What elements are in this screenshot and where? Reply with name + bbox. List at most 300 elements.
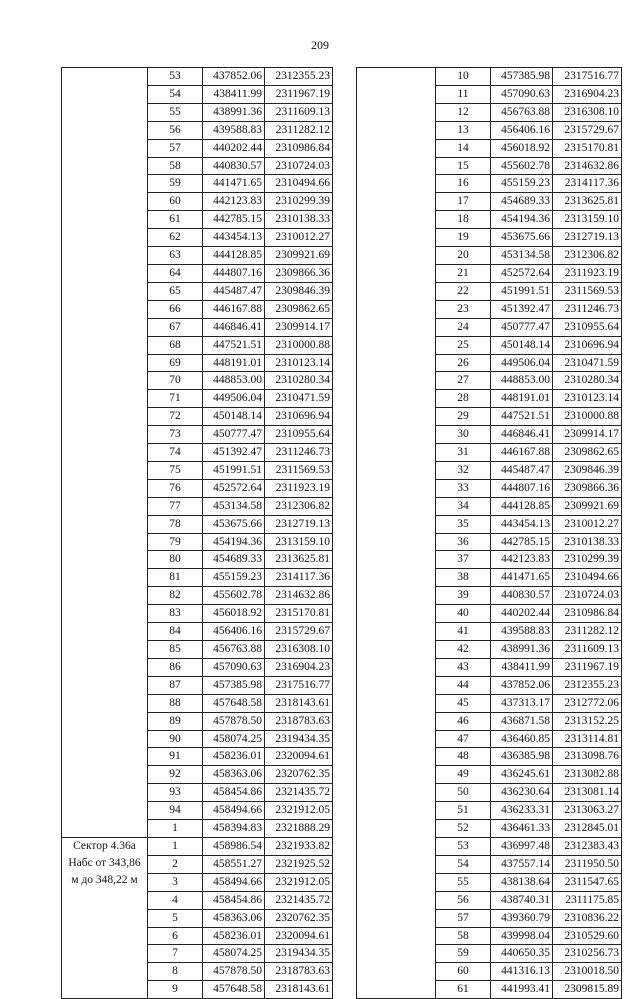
coordinate-y: 2313152.25: [553, 712, 622, 730]
point-number: 45: [436, 694, 491, 712]
point-number: 71: [148, 390, 203, 408]
coordinate-y: 2314117.36: [265, 569, 333, 587]
point-number: 90: [148, 730, 203, 748]
coordinate-x: 453134.58: [203, 497, 265, 515]
coordinate-x: 444807.16: [203, 264, 265, 282]
point-number: 24: [436, 318, 491, 336]
point-number: 54: [436, 855, 491, 873]
point-number: 51: [436, 802, 491, 820]
coordinate-x: 448853.00: [491, 372, 553, 390]
coordinate-y: 2310299.39: [265, 193, 333, 211]
point-number: 60: [436, 963, 491, 981]
point-number: 93: [148, 784, 203, 802]
coordinate-x: 458074.25: [203, 945, 265, 963]
coordinate-x: 458494.66: [203, 873, 265, 891]
point-number: 38: [436, 569, 491, 587]
coordinate-y: 2312306.82: [265, 497, 333, 515]
coordinate-y: 2316904.23: [553, 85, 622, 103]
coordinate-x: 454194.36: [203, 533, 265, 551]
point-number: 40: [436, 605, 491, 623]
coordinate-x: 440202.44: [491, 605, 553, 623]
coordinate-x: 437852.06: [203, 68, 265, 86]
coordinate-y: 2310123.14: [265, 354, 333, 372]
point-number: 23: [436, 300, 491, 318]
coordinate-x: 458551.27: [203, 855, 265, 873]
coordinate-x: 439588.83: [203, 121, 265, 139]
coordinate-y: 2310986.84: [265, 139, 333, 157]
point-number: 74: [148, 444, 203, 462]
coordinate-y: 2319434.35: [265, 730, 333, 748]
coordinate-y: 2313098.76: [553, 748, 622, 766]
coordinate-y: 2309846.39: [265, 282, 333, 300]
coordinate-x: 456018.92: [491, 139, 553, 157]
point-number: 1: [148, 837, 203, 855]
coordinate-y: 2310494.66: [265, 175, 333, 193]
point-number: 2: [148, 855, 203, 873]
coordinate-y: 2318783.63: [265, 712, 333, 730]
coordinate-y: 2310471.59: [553, 354, 622, 372]
coordinate-y: 2318143.61: [265, 981, 333, 999]
point-number: 82: [148, 587, 203, 605]
sector-cell: [62, 68, 148, 838]
point-number: 89: [148, 712, 203, 730]
coordinate-y: 2314632.86: [265, 587, 333, 605]
coordinate-y: 2318143.61: [265, 694, 333, 712]
point-number: 32: [436, 461, 491, 479]
coordinate-y: 2315729.67: [553, 121, 622, 139]
coordinate-x: 436997.48: [491, 837, 553, 855]
coordinate-x: 457878.50: [203, 712, 265, 730]
coordinate-x: 441316.13: [491, 963, 553, 981]
coordinate-x: 450777.47: [491, 318, 553, 336]
coordinate-y: 2321912.05: [265, 873, 333, 891]
coordinate-y: 2311967.19: [553, 658, 622, 676]
coordinate-x: 446846.41: [491, 426, 553, 444]
coordinate-x: 455159.23: [203, 569, 265, 587]
coordinate-x: 440830.57: [491, 587, 553, 605]
coordinate-x: 442785.15: [203, 211, 265, 229]
coordinate-x: 449506.04: [203, 390, 265, 408]
coordinate-y: 2313114.81: [553, 730, 622, 748]
coordinate-x: 458454.86: [203, 891, 265, 909]
coordinate-x: 440202.44: [203, 139, 265, 157]
coordinate-y: 2313063.27: [553, 802, 622, 820]
table-row: [62, 68, 333, 86]
coordinate-y: 2317516.77: [265, 676, 333, 694]
coordinate-y: 2310280.34: [265, 372, 333, 390]
point-number: 30: [436, 426, 491, 444]
coordinate-x: 456406.16: [491, 121, 553, 139]
coordinate-y: 2310696.94: [553, 336, 622, 354]
coordinate-x: 448853.00: [203, 372, 265, 390]
coordinate-y: 2309914.17: [553, 426, 622, 444]
coordinate-y: 2310000.88: [553, 408, 622, 426]
coordinate-y: 2310836.22: [553, 909, 622, 927]
coordinate-y: 2313159.10: [265, 533, 333, 551]
point-number: 77: [148, 497, 203, 515]
coordinate-y: 2311950.50: [553, 855, 622, 873]
coordinate-x: 457385.98: [203, 676, 265, 694]
coordinate-x: 445487.47: [203, 282, 265, 300]
point-number: 86: [148, 658, 203, 676]
coordinate-x: 436461.33: [491, 820, 553, 838]
coordinate-y: 2311569.53: [265, 461, 333, 479]
point-number: 84: [148, 623, 203, 641]
point-number: 39: [436, 587, 491, 605]
coordinate-x: 448191.01: [203, 354, 265, 372]
coordinate-y: 2314632.86: [553, 157, 622, 175]
coordinate-x: 443454.13: [203, 229, 265, 247]
coordinate-x: 455602.78: [203, 587, 265, 605]
point-number: 14: [436, 139, 491, 157]
point-number: 78: [148, 515, 203, 533]
point-number: 52: [436, 820, 491, 838]
coordinate-x: 436230.64: [491, 784, 553, 802]
coordinates-table-right: [356, 67, 622, 999]
coordinate-x: 436871.58: [491, 712, 553, 730]
point-number: 58: [148, 157, 203, 175]
point-number: 59: [148, 175, 203, 193]
coordinate-x: 457385.98: [491, 68, 553, 86]
coordinate-x: 451392.47: [203, 444, 265, 462]
coordinate-x: 436245.61: [491, 766, 553, 784]
coordinate-x: 458454.86: [203, 784, 265, 802]
coordinate-y: 2320094.61: [265, 748, 333, 766]
coordinate-y: 2309914.17: [265, 318, 333, 336]
point-number: 64: [148, 264, 203, 282]
coordinate-x: 452572.64: [491, 264, 553, 282]
coordinate-y: 2313082.88: [553, 766, 622, 784]
point-number: 34: [436, 497, 491, 515]
point-number: 91: [148, 748, 203, 766]
coordinate-y: 2317516.77: [553, 68, 622, 86]
coordinate-x: 438740.31: [491, 891, 553, 909]
coordinate-x: 442123.83: [203, 193, 265, 211]
coordinate-y: 2310018.50: [553, 963, 622, 981]
coordinate-y: 2315729.67: [265, 623, 333, 641]
coordinate-y: 2309862.65: [265, 300, 333, 318]
coordinate-y: 2320762.35: [265, 766, 333, 784]
coordinate-x: 455159.23: [491, 175, 553, 193]
point-number: 21: [436, 264, 491, 282]
coordinate-y: 2316904.23: [265, 658, 333, 676]
coordinate-y: 2313625.81: [553, 193, 622, 211]
coordinate-y: 2309866.36: [553, 479, 622, 497]
point-number: 33: [436, 479, 491, 497]
coordinate-x: 439360.79: [491, 909, 553, 927]
point-number: 56: [436, 891, 491, 909]
coordinate-y: 2310529.60: [553, 927, 622, 945]
coordinate-x: 441471.65: [491, 569, 553, 587]
coordinate-x: 437313.17: [491, 694, 553, 712]
coordinate-y: 2313625.81: [265, 551, 333, 569]
coordinate-y: 2311967.19: [265, 85, 333, 103]
coordinate-y: 2316308.10: [265, 641, 333, 659]
point-number: 37: [436, 551, 491, 569]
coordinate-y: 2310012.27: [553, 515, 622, 533]
coordinate-y: 2314117.36: [553, 175, 622, 193]
point-number: 58: [436, 927, 491, 945]
coordinate-x: 452572.64: [203, 479, 265, 497]
point-number: 20: [436, 247, 491, 265]
coordinate-x: 456763.88: [203, 641, 265, 659]
coordinate-y: 2310138.33: [553, 533, 622, 551]
point-number: 36: [436, 533, 491, 551]
coordinate-y: 2311246.73: [553, 300, 622, 318]
point-number: 53: [148, 68, 203, 86]
coordinate-y: 2313081.14: [553, 784, 622, 802]
coordinate-x: 438991.36: [203, 103, 265, 121]
coordinate-y: 2321925.52: [265, 855, 333, 873]
coordinate-y: 2315170.81: [553, 139, 622, 157]
coordinate-x: 440650.35: [491, 945, 553, 963]
coordinate-y: 2309815.89: [553, 981, 622, 999]
coordinate-x: 446167.88: [491, 444, 553, 462]
point-number: 76: [148, 479, 203, 497]
point-number: 55: [148, 103, 203, 121]
coordinate-x: 445487.47: [491, 461, 553, 479]
coordinate-x: 438411.99: [491, 658, 553, 676]
coordinate-x: 439998.04: [491, 927, 553, 945]
coordinate-x: 441471.65: [203, 175, 265, 193]
point-number: 13: [436, 121, 491, 139]
coordinate-x: 448191.01: [491, 390, 553, 408]
point-number: 49: [436, 766, 491, 784]
coordinate-x: 458363.06: [203, 766, 265, 784]
coordinate-x: 458394.83: [203, 820, 265, 838]
coordinate-y: 2312355.23: [553, 676, 622, 694]
coordinate-y: 2311609.13: [265, 103, 333, 121]
coordinate-x: 438411.99: [203, 85, 265, 103]
coordinate-x: 437557.14: [491, 855, 553, 873]
table-row: [357, 68, 622, 86]
coordinate-y: 2310123.14: [553, 390, 622, 408]
coordinate-x: 438138.64: [491, 873, 553, 891]
coordinate-y: 2309921.69: [265, 247, 333, 265]
point-number: 28: [436, 390, 491, 408]
point-number: 41: [436, 623, 491, 641]
coordinate-x: 444128.85: [491, 497, 553, 515]
coordinate-x: 458363.06: [203, 909, 265, 927]
coordinate-x: 457090.63: [203, 658, 265, 676]
coordinate-y: 2311282.12: [265, 121, 333, 139]
coordinate-x: 457648.58: [203, 694, 265, 712]
coordinate-y: 2312845.01: [553, 820, 622, 838]
coordinate-x: 439588.83: [491, 623, 553, 641]
coordinate-x: 443454.13: [491, 515, 553, 533]
point-number: 27: [436, 372, 491, 390]
coordinate-x: 437852.06: [491, 676, 553, 694]
coordinate-y: 2312355.23: [265, 68, 333, 86]
point-number: 16: [436, 175, 491, 193]
point-number: 9: [148, 981, 203, 999]
coordinate-y: 2321435.72: [265, 784, 333, 802]
coordinate-y: 2312719.13: [265, 515, 333, 533]
point-number: 59: [436, 945, 491, 963]
point-number: 17: [436, 193, 491, 211]
coordinate-x: 455602.78: [491, 157, 553, 175]
coordinate-x: 444128.85: [203, 247, 265, 265]
coordinate-y: 2319434.35: [265, 945, 333, 963]
point-number: 57: [436, 909, 491, 927]
point-number: 43: [436, 658, 491, 676]
coordinates-table-left: [61, 67, 333, 999]
point-number: 42: [436, 641, 491, 659]
coordinate-y: 2313159.10: [553, 211, 622, 229]
coordinate-y: 2310724.03: [265, 157, 333, 175]
point-number: 69: [148, 354, 203, 372]
sector-label: Сектор 4.36а Набс от 343,86 м до 348,22 м: [62, 837, 148, 998]
coordinate-y: 2318783.63: [265, 963, 333, 981]
point-number: 50: [436, 784, 491, 802]
point-number: 5: [148, 909, 203, 927]
coordinate-x: 458236.01: [203, 748, 265, 766]
coordinate-x: 451991.51: [203, 461, 265, 479]
coordinate-y: 2315170.81: [265, 605, 333, 623]
point-number: 61: [436, 981, 491, 999]
point-number: 19: [436, 229, 491, 247]
point-number: 46: [436, 712, 491, 730]
coordinate-x: 457648.58: [203, 981, 265, 999]
point-number: 83: [148, 605, 203, 623]
point-number: 87: [148, 676, 203, 694]
point-number: 7: [148, 945, 203, 963]
coordinate-x: 453134.58: [491, 247, 553, 265]
point-number: 31: [436, 444, 491, 462]
point-number: 81: [148, 569, 203, 587]
coordinate-y: 2312306.82: [553, 247, 622, 265]
point-number: 94: [148, 802, 203, 820]
coordinate-y: 2320762.35: [265, 909, 333, 927]
coordinate-y: 2321912.05: [265, 802, 333, 820]
coordinate-y: 2310012.27: [265, 229, 333, 247]
coordinate-y: 2311175.85: [553, 891, 622, 909]
point-number: 47: [436, 730, 491, 748]
point-number: 63: [148, 247, 203, 265]
coordinate-y: 2311547.65: [553, 873, 622, 891]
point-number: 66: [148, 300, 203, 318]
coordinate-x: 440830.57: [203, 157, 265, 175]
point-number: 8: [148, 963, 203, 981]
point-number: 26: [436, 354, 491, 372]
point-number: 85: [148, 641, 203, 659]
point-number: 22: [436, 282, 491, 300]
point-number: 25: [436, 336, 491, 354]
coordinate-x: 446846.41: [203, 318, 265, 336]
coordinate-y: 2312383.43: [553, 837, 622, 855]
point-number: 44: [436, 676, 491, 694]
point-number: 35: [436, 515, 491, 533]
point-number: 73: [148, 426, 203, 444]
coordinate-x: 444807.16: [491, 479, 553, 497]
point-number: 70: [148, 372, 203, 390]
coordinate-y: 2310955.64: [265, 426, 333, 444]
point-number: 92: [148, 766, 203, 784]
coordinate-x: 458074.25: [203, 730, 265, 748]
point-number: 75: [148, 461, 203, 479]
coordinate-x: 447521.51: [491, 408, 553, 426]
point-number: 48: [436, 748, 491, 766]
coordinate-y: 2310955.64: [553, 318, 622, 336]
coordinate-x: 450148.14: [491, 336, 553, 354]
point-number: 60: [148, 193, 203, 211]
coordinate-x: 450777.47: [203, 426, 265, 444]
point-number: 3: [148, 873, 203, 891]
coordinate-x: 457090.63: [491, 85, 553, 103]
coordinate-x: 458236.01: [203, 927, 265, 945]
coordinate-y: 2309846.39: [553, 461, 622, 479]
coordinate-x: 438991.36: [491, 641, 553, 659]
coordinate-y: 2311923.19: [553, 264, 622, 282]
coordinate-y: 2310299.39: [553, 551, 622, 569]
coordinate-x: 451392.47: [491, 300, 553, 318]
point-number: 88: [148, 694, 203, 712]
point-number: 79: [148, 533, 203, 551]
coordinate-x: 453675.66: [203, 515, 265, 533]
coordinate-x: 436233.31: [491, 802, 553, 820]
point-number: 15: [436, 157, 491, 175]
coordinate-x: 456018.92: [203, 605, 265, 623]
coordinate-y: 2310138.33: [265, 211, 333, 229]
coordinate-x: 453675.66: [491, 229, 553, 247]
coordinate-x: 442785.15: [491, 533, 553, 551]
coordinate-x: 454689.33: [491, 193, 553, 211]
coordinate-y: 2310494.66: [553, 569, 622, 587]
coordinate-y: 2310986.84: [553, 605, 622, 623]
coordinate-y: 2312772.06: [553, 694, 622, 712]
coordinate-y: 2311609.13: [553, 641, 622, 659]
coordinate-y: 2311569.53: [553, 282, 622, 300]
point-number: 10: [436, 68, 491, 86]
point-number: 1: [148, 820, 203, 838]
coordinate-y: 2321435.72: [265, 891, 333, 909]
coordinate-y: 2312719.13: [553, 229, 622, 247]
coordinate-y: 2309862.65: [553, 444, 622, 462]
coordinate-x: 454194.36: [491, 211, 553, 229]
point-number: 68: [148, 336, 203, 354]
coordinate-y: 2310696.94: [265, 408, 333, 426]
coordinate-x: 456763.88: [491, 103, 553, 121]
sector-cell: [357, 68, 436, 999]
coordinate-x: 458494.66: [203, 802, 265, 820]
point-number: 53: [436, 837, 491, 855]
coordinate-y: 2310256.73: [553, 945, 622, 963]
coordinate-x: 458986.54: [203, 837, 265, 855]
point-number: 62: [148, 229, 203, 247]
point-number: 54: [148, 85, 203, 103]
coordinate-x: 436385.98: [491, 748, 553, 766]
coordinate-x: 456406.16: [203, 623, 265, 641]
point-number: 56: [148, 121, 203, 139]
coordinate-y: 2309866.36: [265, 264, 333, 282]
coordinate-x: 442123.83: [491, 551, 553, 569]
table-row: [62, 837, 333, 855]
point-number: 11: [436, 85, 491, 103]
point-number: 6: [148, 927, 203, 945]
point-number: 80: [148, 551, 203, 569]
coordinate-x: 441993.41: [491, 981, 553, 999]
point-number: 57: [148, 139, 203, 157]
coordinate-y: 2310000.88: [265, 336, 333, 354]
coordinate-x: 446167.88: [203, 300, 265, 318]
coordinate-y: 2311282.12: [553, 623, 622, 641]
point-number: 4: [148, 891, 203, 909]
coordinate-x: 451991.51: [491, 282, 553, 300]
coordinate-x: 454689.33: [203, 551, 265, 569]
coordinate-y: 2321888.29: [265, 820, 333, 838]
point-number: 29: [436, 408, 491, 426]
coordinate-y: 2309921.69: [553, 497, 622, 515]
